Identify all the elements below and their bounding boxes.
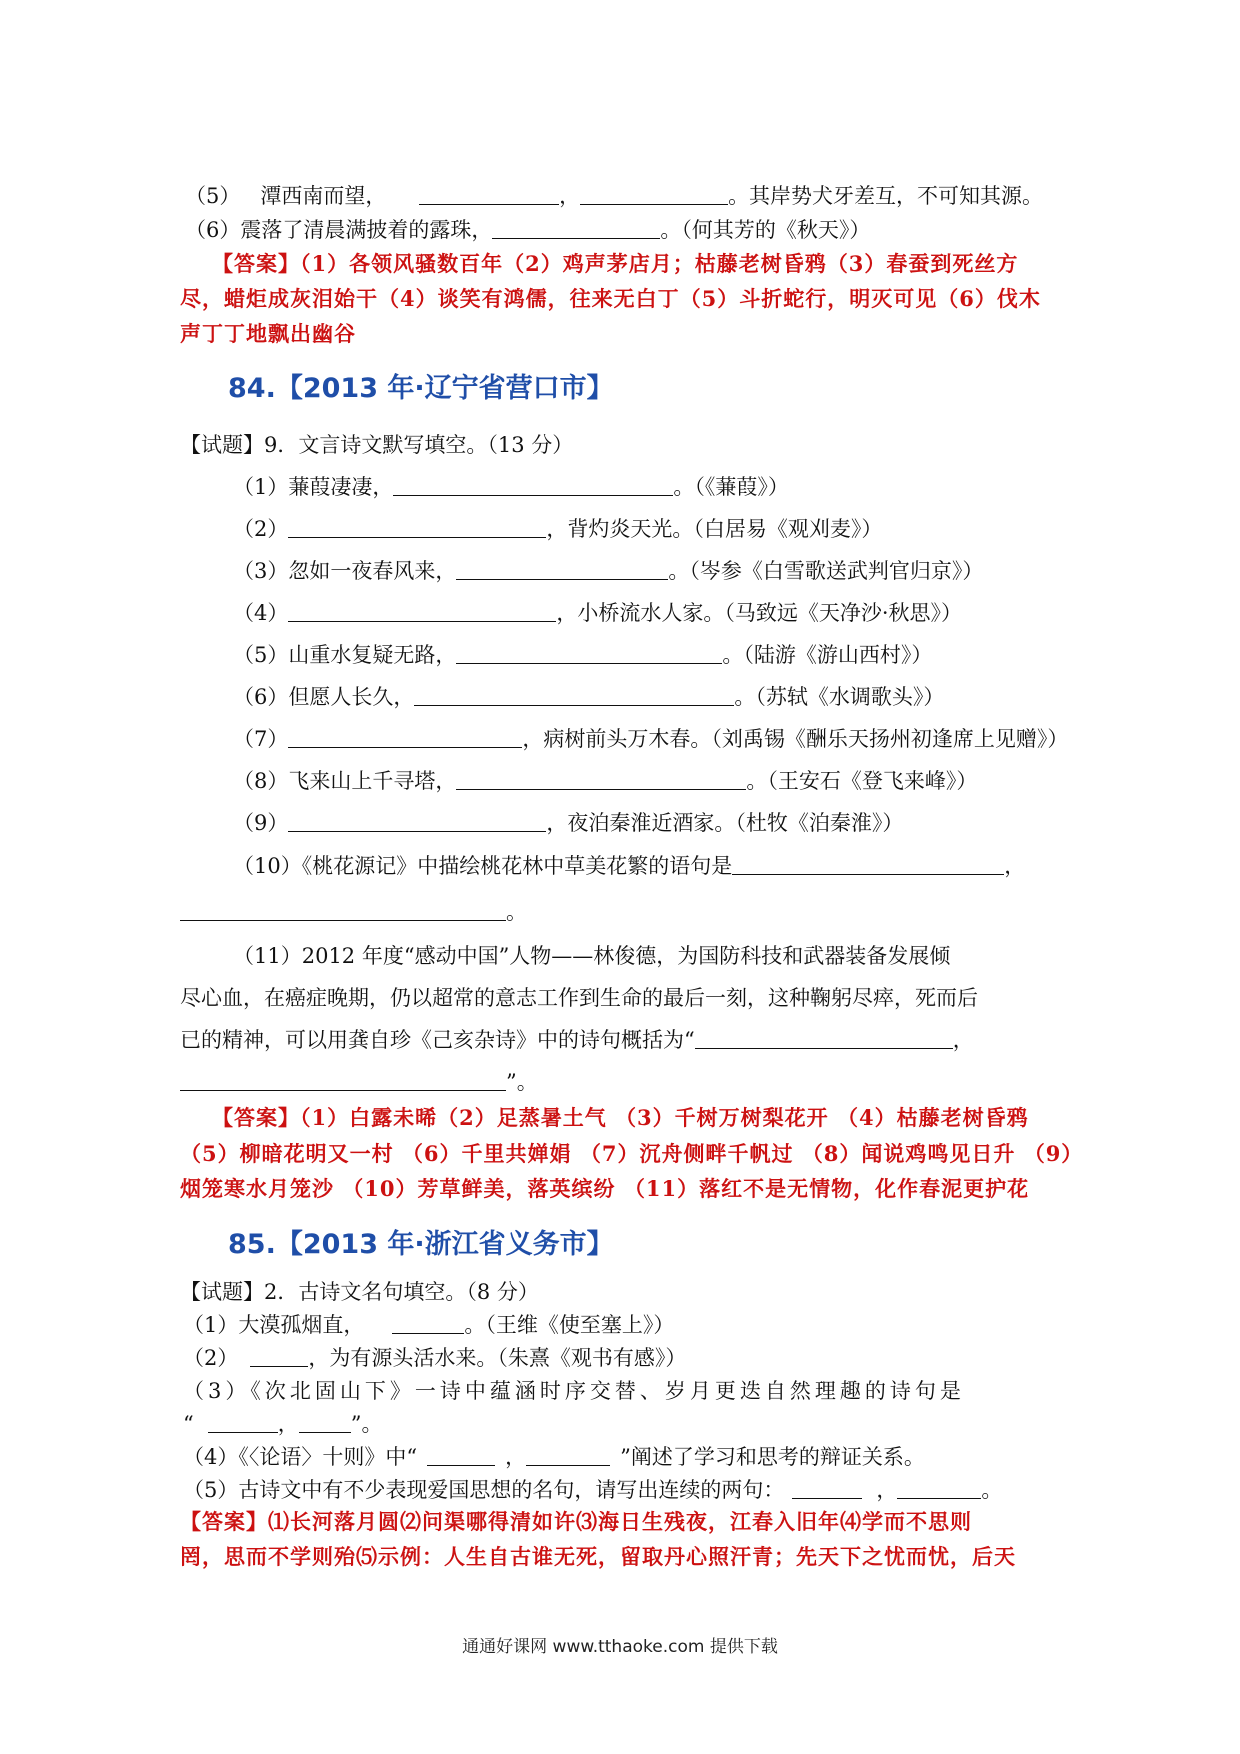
answer-line: 【答案】（1）各领风骚数百年（2）鸡声茅店月；枯藤老树昏鸦（3）春蚕到死丝方 <box>212 251 1019 276</box>
question-item: （9） ，夜泊秦淮近酒家。（杜牧《泊秦淮》） <box>233 811 904 835</box>
question-item-11-cont: ”。 <box>180 1068 538 1096</box>
answer-blank[interactable] <box>180 1070 506 1091</box>
answer-blank[interactable] <box>427 1445 495 1466</box>
question-item: （1）大漠孤烟直， 。（王维《使至塞上》） <box>183 1313 675 1337</box>
question-item: （1）蒹葭凄凄， 。（《蒹葭》） <box>233 475 789 499</box>
question-item: （2） ，为有源头活水来。（朱熹《观书有感》） <box>183 1346 687 1370</box>
answer-blank[interactable] <box>456 769 746 790</box>
section-heading-84: 84.【2013 年·辽宁省营口市】 <box>228 373 614 404</box>
answer-blank[interactable] <box>250 1346 308 1367</box>
answer-line: 尽，蜡炬成灰泪始干（4）谈笑有鸿儒，往来无白丁（5）斗折蛇行，明灭可见（6）伐木 <box>180 286 1041 311</box>
answer-blank[interactable] <box>208 1412 278 1433</box>
question-item-11: （11）2012 年度“感动中国”人物——林俊德，为国防科技和武器装备发展倾 <box>233 944 951 968</box>
answer-line: 【答案】（1）白露未晞（2）足蒸暑土气 （3）千树万树梨花开 （4）枯藤老树昏鸦 <box>212 1105 1029 1130</box>
answer-blank[interactable] <box>392 1313 464 1334</box>
answer-blank[interactable] <box>414 685 734 706</box>
question-item: （3）忽如一夜春风来， 。（岑参《白雪歌送武判官归京》） <box>233 559 984 583</box>
answer-blank[interactable] <box>288 601 556 622</box>
answer-line: 烟笼寒水月笼沙 （10）芳草鲜美，落英缤纷 （11）落红不是无情物，化作春泥更护花 <box>180 1176 1030 1201</box>
answer-blank[interactable] <box>526 1445 610 1466</box>
question-item: （3）《次北固山下》一诗中蕴涵时序交替、岁月更迭自然理趣的诗句是 <box>183 1379 965 1403</box>
section-heading-85: 85.【2013 年·浙江省义务市】 <box>228 1229 614 1260</box>
question-item: （4） ，小桥流水人家。（马致远《天净沙·秋思》） <box>233 601 963 625</box>
question-line-5: （5） 潭西南而望， ， 。其岸势犬牙差互，不可知其源。 <box>185 184 1044 208</box>
question-item: （8）飞来山上千寻塔， 。（王安石《登飞来峰》） <box>233 769 978 793</box>
answer-blank[interactable] <box>492 218 660 239</box>
question-line-6: （6）震落了清晨满披着的露珠， 。（何其芳的《秋天》） <box>185 218 871 242</box>
question-item-10-cont: 。 <box>180 898 527 926</box>
answer-blank[interactable] <box>792 1478 862 1499</box>
answer-line: 罔，思而不学则殆⑸示例：人生自古谁无死，留取丹心照汗青；先天下之忧而忧，后天 <box>180 1544 1016 1569</box>
answer-blank[interactable] <box>580 184 728 205</box>
answer-blank[interactable] <box>180 900 506 921</box>
answer-line: （5）柳暗花明又一村 （6）千里共婵娟 （7）沉舟侧畔千帆过 （8）闻说鸡鸣见日升 （9） <box>180 1141 1084 1166</box>
answer-line: 【答案】⑴长河落月圆⑵问渠哪得清如许⑶海日生残夜，江春入旧年⑷学而不思则 <box>180 1509 972 1534</box>
answer-blank[interactable] <box>288 727 522 748</box>
answer-blank[interactable] <box>897 1478 981 1499</box>
question-item-11-cont: 尽心血，在癌症晚期，仍以超常的意志工作到生命的最后一刻，这种鞠躬尽瘁，死而后 <box>180 986 978 1010</box>
question-item: （5）山重水复疑无路， 。（陆游《游山西村》） <box>233 643 933 667</box>
question-item-cont: “ ， ”。 <box>183 1412 383 1436</box>
question-item-11-cont: 已的精神，可以用龚自珍《己亥杂诗》中的诗句概括为“ ， <box>180 1028 974 1052</box>
question-item: （6）但愿人长久， 。（苏轼《水调歌头》） <box>233 685 945 709</box>
answer-blank[interactable] <box>419 184 559 205</box>
answer-blank[interactable] <box>288 517 546 538</box>
question-title: 【试题】2．古诗文名句填空。（8 分） <box>180 1280 539 1304</box>
answer-blank[interactable] <box>288 811 546 832</box>
answer-blank[interactable] <box>393 475 673 496</box>
answer-blank[interactable] <box>732 854 1004 875</box>
question-item-10: （10）《桃花源记》中描绘桃花林中草美花繁的语句是 ， <box>233 854 1026 878</box>
answer-blank[interactable] <box>456 643 722 664</box>
question-item: （2） ，背灼炎天光。（白居易《观刈麦》） <box>233 517 883 541</box>
question-title: 【试题】9．文言诗文默写填空。（13 分） <box>180 433 574 457</box>
answer-blank[interactable] <box>456 559 668 580</box>
question-item: （4）《〈论语〉十则》中“ ， ”阐述了学习和思考的辩证关系。 <box>183 1445 925 1469</box>
question-item: （5）古诗文中有不少表现爱国思想的名句，请写出连续的两句： ， 。 <box>183 1478 1003 1502</box>
answer-blank[interactable] <box>299 1412 351 1433</box>
question-item: （7） ，病树前头万木春。（刘禹锡《酬乐天扬州初逢席上见赠》） <box>233 727 1069 751</box>
page-footer: 通通好课网 www.tthaoke.com 提供下载 <box>462 1637 778 1657</box>
answer-blank[interactable] <box>695 1028 953 1049</box>
answer-line: 声丁丁地飘出幽谷 <box>180 321 356 346</box>
